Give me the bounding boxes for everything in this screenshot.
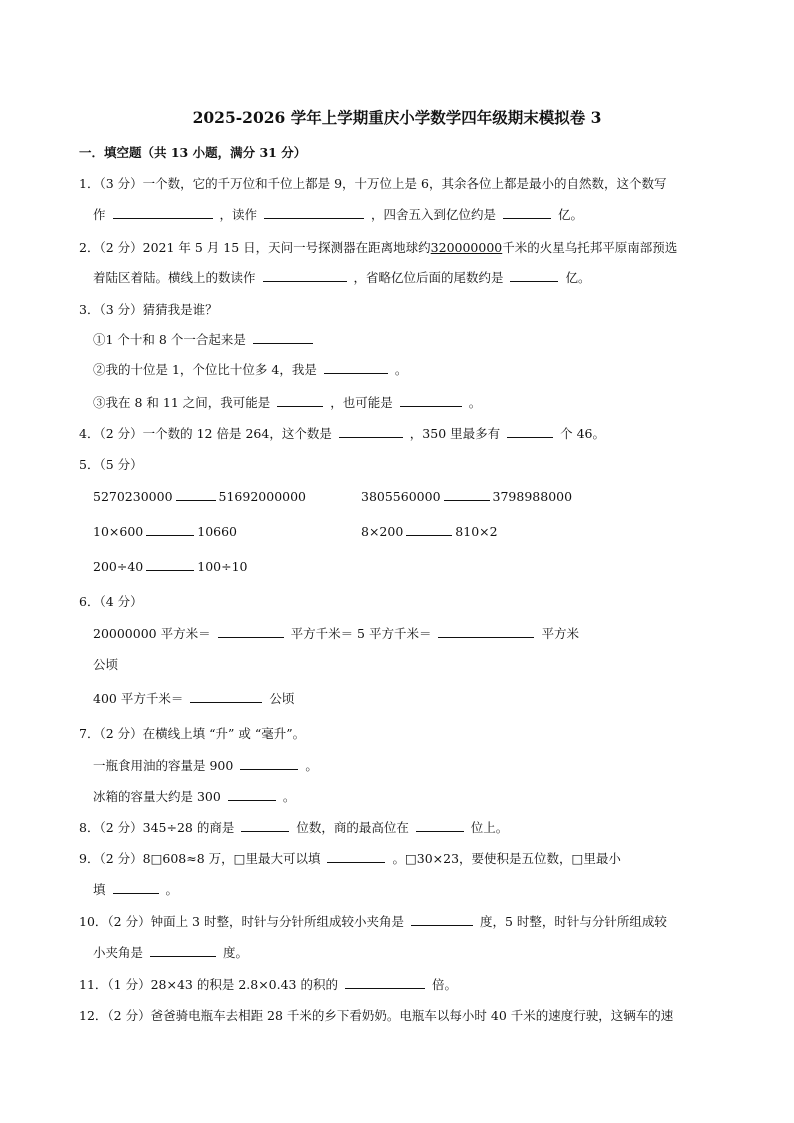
question-11-text-b: 倍。 xyxy=(431,977,457,992)
question-6-line-1 xyxy=(93,625,579,643)
answer-blank[interactable] xyxy=(277,394,323,407)
question-11 xyxy=(79,976,457,994)
question-9-line-1 xyxy=(79,850,621,868)
question-4-text-a: 4．（2 分）一个数的 12 倍是 264，这个数是 xyxy=(79,426,332,441)
question-6-text-c: 平方米 xyxy=(541,626,579,641)
compare-left: 3805560000 xyxy=(361,489,441,504)
compare-right: 10660 xyxy=(197,524,238,539)
answer-blank[interactable] xyxy=(263,269,347,282)
question-10-line-1 xyxy=(79,913,667,931)
question-6-text-d: 400 平方千米＝ xyxy=(93,691,184,706)
answer-blank[interactable] xyxy=(113,881,159,894)
answer-blank[interactable] xyxy=(438,625,534,638)
question-7-part-2 xyxy=(93,788,295,806)
compare-right: 3798988000 xyxy=(492,489,573,504)
answer-blank[interactable] xyxy=(416,819,464,832)
question-3-part-2 xyxy=(93,361,407,379)
question-10-text-c: 小夹角是 xyxy=(93,945,144,960)
question-4-text-c: 个 46。 xyxy=(560,426,605,441)
answer-blank[interactable] xyxy=(503,206,551,219)
question-1-text-read: ，读作 xyxy=(219,207,257,222)
answer-blank[interactable] xyxy=(406,523,452,536)
question-2-line-2 xyxy=(93,269,590,287)
question-7-part-1-end: 。 xyxy=(305,758,318,773)
compare-left: 10×600 xyxy=(93,524,144,539)
answer-blank[interactable] xyxy=(264,206,364,219)
question-1-line-1: 1．（3 分）一个数，它的千万位和千位上都是 9，十万位上是 6，其余各位上都是最小的自然数，这个数写 xyxy=(79,176,667,191)
question-4 xyxy=(79,425,605,443)
question-2-line-1 xyxy=(79,239,677,257)
compare-right: 100÷10 xyxy=(197,559,248,574)
question-6-text-e: 公顷 xyxy=(269,691,295,706)
question-2-text-a: 2．（2 分）2021 年 5 月 15 日，天问一号探测器在距离地球约 xyxy=(79,240,431,255)
answer-blank[interactable] xyxy=(176,488,216,501)
answer-blank[interactable] xyxy=(228,788,276,801)
question-9-text-d: 。 xyxy=(165,882,178,897)
underlined-number: 320000000 xyxy=(430,240,503,255)
answer-blank[interactable] xyxy=(510,269,558,282)
compare-left: 8×200 xyxy=(361,524,404,539)
question-10-text-b: 度，5 时整，时针与分针所组成较 xyxy=(479,914,667,929)
question-10-text-d: 度。 xyxy=(222,945,248,960)
question-8-text-c: 位上。 xyxy=(470,820,509,835)
question-1-text-unit: 亿。 xyxy=(557,207,583,222)
question-6-text-a: 20000000 平方米＝ xyxy=(93,626,211,641)
question-6-text-b: 平方千米＝ 5 平方千米＝ xyxy=(290,626,432,641)
answer-blank[interactable] xyxy=(327,850,385,863)
compare-right: 810×2 xyxy=(455,524,498,539)
answer-blank[interactable] xyxy=(113,206,213,219)
question-2-text-read: 着陆区着陆。横线上的数读作 xyxy=(93,270,256,285)
question-2-text-b: 千米的火星乌托邦平原南部预选 xyxy=(502,240,678,255)
answer-blank[interactable] xyxy=(444,488,490,501)
answer-blank[interactable] xyxy=(218,625,284,638)
compare-item xyxy=(93,523,237,541)
question-3-line-1: 3．（3 分）猜猜我是谁？ xyxy=(79,302,218,317)
compare-item xyxy=(361,488,572,506)
compare-left: 200÷40 xyxy=(93,559,144,574)
answer-blank[interactable] xyxy=(146,523,194,536)
question-3-part-3-text: ③我在 8 和 11 之间，我可能是 xyxy=(93,395,271,410)
question-9-text-c: 填 xyxy=(93,882,106,897)
question-9-text-a: 9．（2 分）8□608≈8 万，□里最大可以填 xyxy=(79,851,321,866)
compare-right: 51692000000 xyxy=(218,489,307,504)
answer-blank[interactable] xyxy=(339,425,403,438)
compare-item xyxy=(361,523,498,541)
question-3-part-3 xyxy=(93,394,481,412)
page-title: 2025-2026 学年上学期重庆小学数学四年级期末模拟卷 3 xyxy=(192,108,602,127)
question-1-text-write: 作 xyxy=(93,207,106,222)
question-3-part-2-text: ②我的十位是 1，个位比十位多 4，我是 xyxy=(93,362,317,377)
question-3-part-1 xyxy=(93,331,316,349)
question-10-text-a: 10．（2 分）钟面上 3 时整，时针与分针所组成较小夹角是 xyxy=(79,914,404,929)
question-2-text-round: ，省略亿位后面的尾数约是 xyxy=(353,270,504,285)
question-8-text-a: 8．（2 分）345÷28 的商是 xyxy=(79,820,235,835)
question-7-part-1 xyxy=(93,757,318,775)
question-3-part-3-end: 。 xyxy=(468,395,482,410)
answer-blank[interactable] xyxy=(240,757,298,770)
question-7-part-2-end: 。 xyxy=(282,789,296,804)
question-8-text-b: 位数，商的最高位在 xyxy=(296,820,409,835)
answer-blank[interactable] xyxy=(190,690,262,703)
question-6-heading: 6．（4 分） xyxy=(79,594,143,609)
question-12-line-1: 12．（2 分）爸爸骑电瓶车去相距 28 千米的乡下看奶奶。电瓶车以每小时 40 千米的速度行驶，这辆车的速 xyxy=(79,1008,674,1023)
question-6-line-2: 公顷 xyxy=(93,657,119,672)
question-9-text-b: 。□30×23，要使积是五位数，□里最小 xyxy=(392,851,621,866)
answer-blank[interactable] xyxy=(345,976,425,989)
answer-blank[interactable] xyxy=(253,331,313,344)
question-3-part-2-end: 。 xyxy=(394,362,408,377)
answer-blank[interactable] xyxy=(150,944,216,957)
answer-blank[interactable] xyxy=(146,558,194,571)
question-6-line-3 xyxy=(93,690,294,708)
answer-blank[interactable] xyxy=(411,913,473,926)
question-7-part-1-text: 一瓶食用油的容量是 900 xyxy=(93,758,234,773)
section-heading: 一．填空题（共 13 小题，满分 31 分） xyxy=(79,145,307,160)
question-2-text-unit: 亿。 xyxy=(565,270,591,285)
question-1-text-round: ，四舍五入到亿位约是 xyxy=(370,207,496,222)
answer-blank[interactable] xyxy=(400,394,462,407)
compare-left: 5270230000 xyxy=(93,489,173,504)
answer-blank[interactable] xyxy=(324,361,388,374)
question-10-line-2 xyxy=(93,944,248,962)
question-3-part-1-text: ①1 个十和 8 个一合起来是 xyxy=(93,332,246,347)
answer-blank[interactable] xyxy=(507,425,553,438)
question-4-text-b: ，350 里最多有 xyxy=(409,426,501,441)
compare-item xyxy=(93,558,248,576)
question-9-line-2 xyxy=(93,881,178,899)
question-7-part-2-text: 冰箱的容量大约是 300 xyxy=(93,789,221,804)
compare-item xyxy=(93,488,306,506)
answer-blank[interactable] xyxy=(241,819,289,832)
question-11-text-a: 11．（1 分）28×43 的积是 2.8×0.43 的积的 xyxy=(79,977,338,992)
question-1-line-2 xyxy=(93,206,583,224)
question-8 xyxy=(79,819,508,837)
question-3-part-3-mid: ，也可能是 xyxy=(330,395,393,410)
question-5-heading: 5．（5 分） xyxy=(79,457,143,472)
question-7-heading: 7．（2 分）在横线上填 “升” 或 “毫升”。 xyxy=(79,726,306,741)
